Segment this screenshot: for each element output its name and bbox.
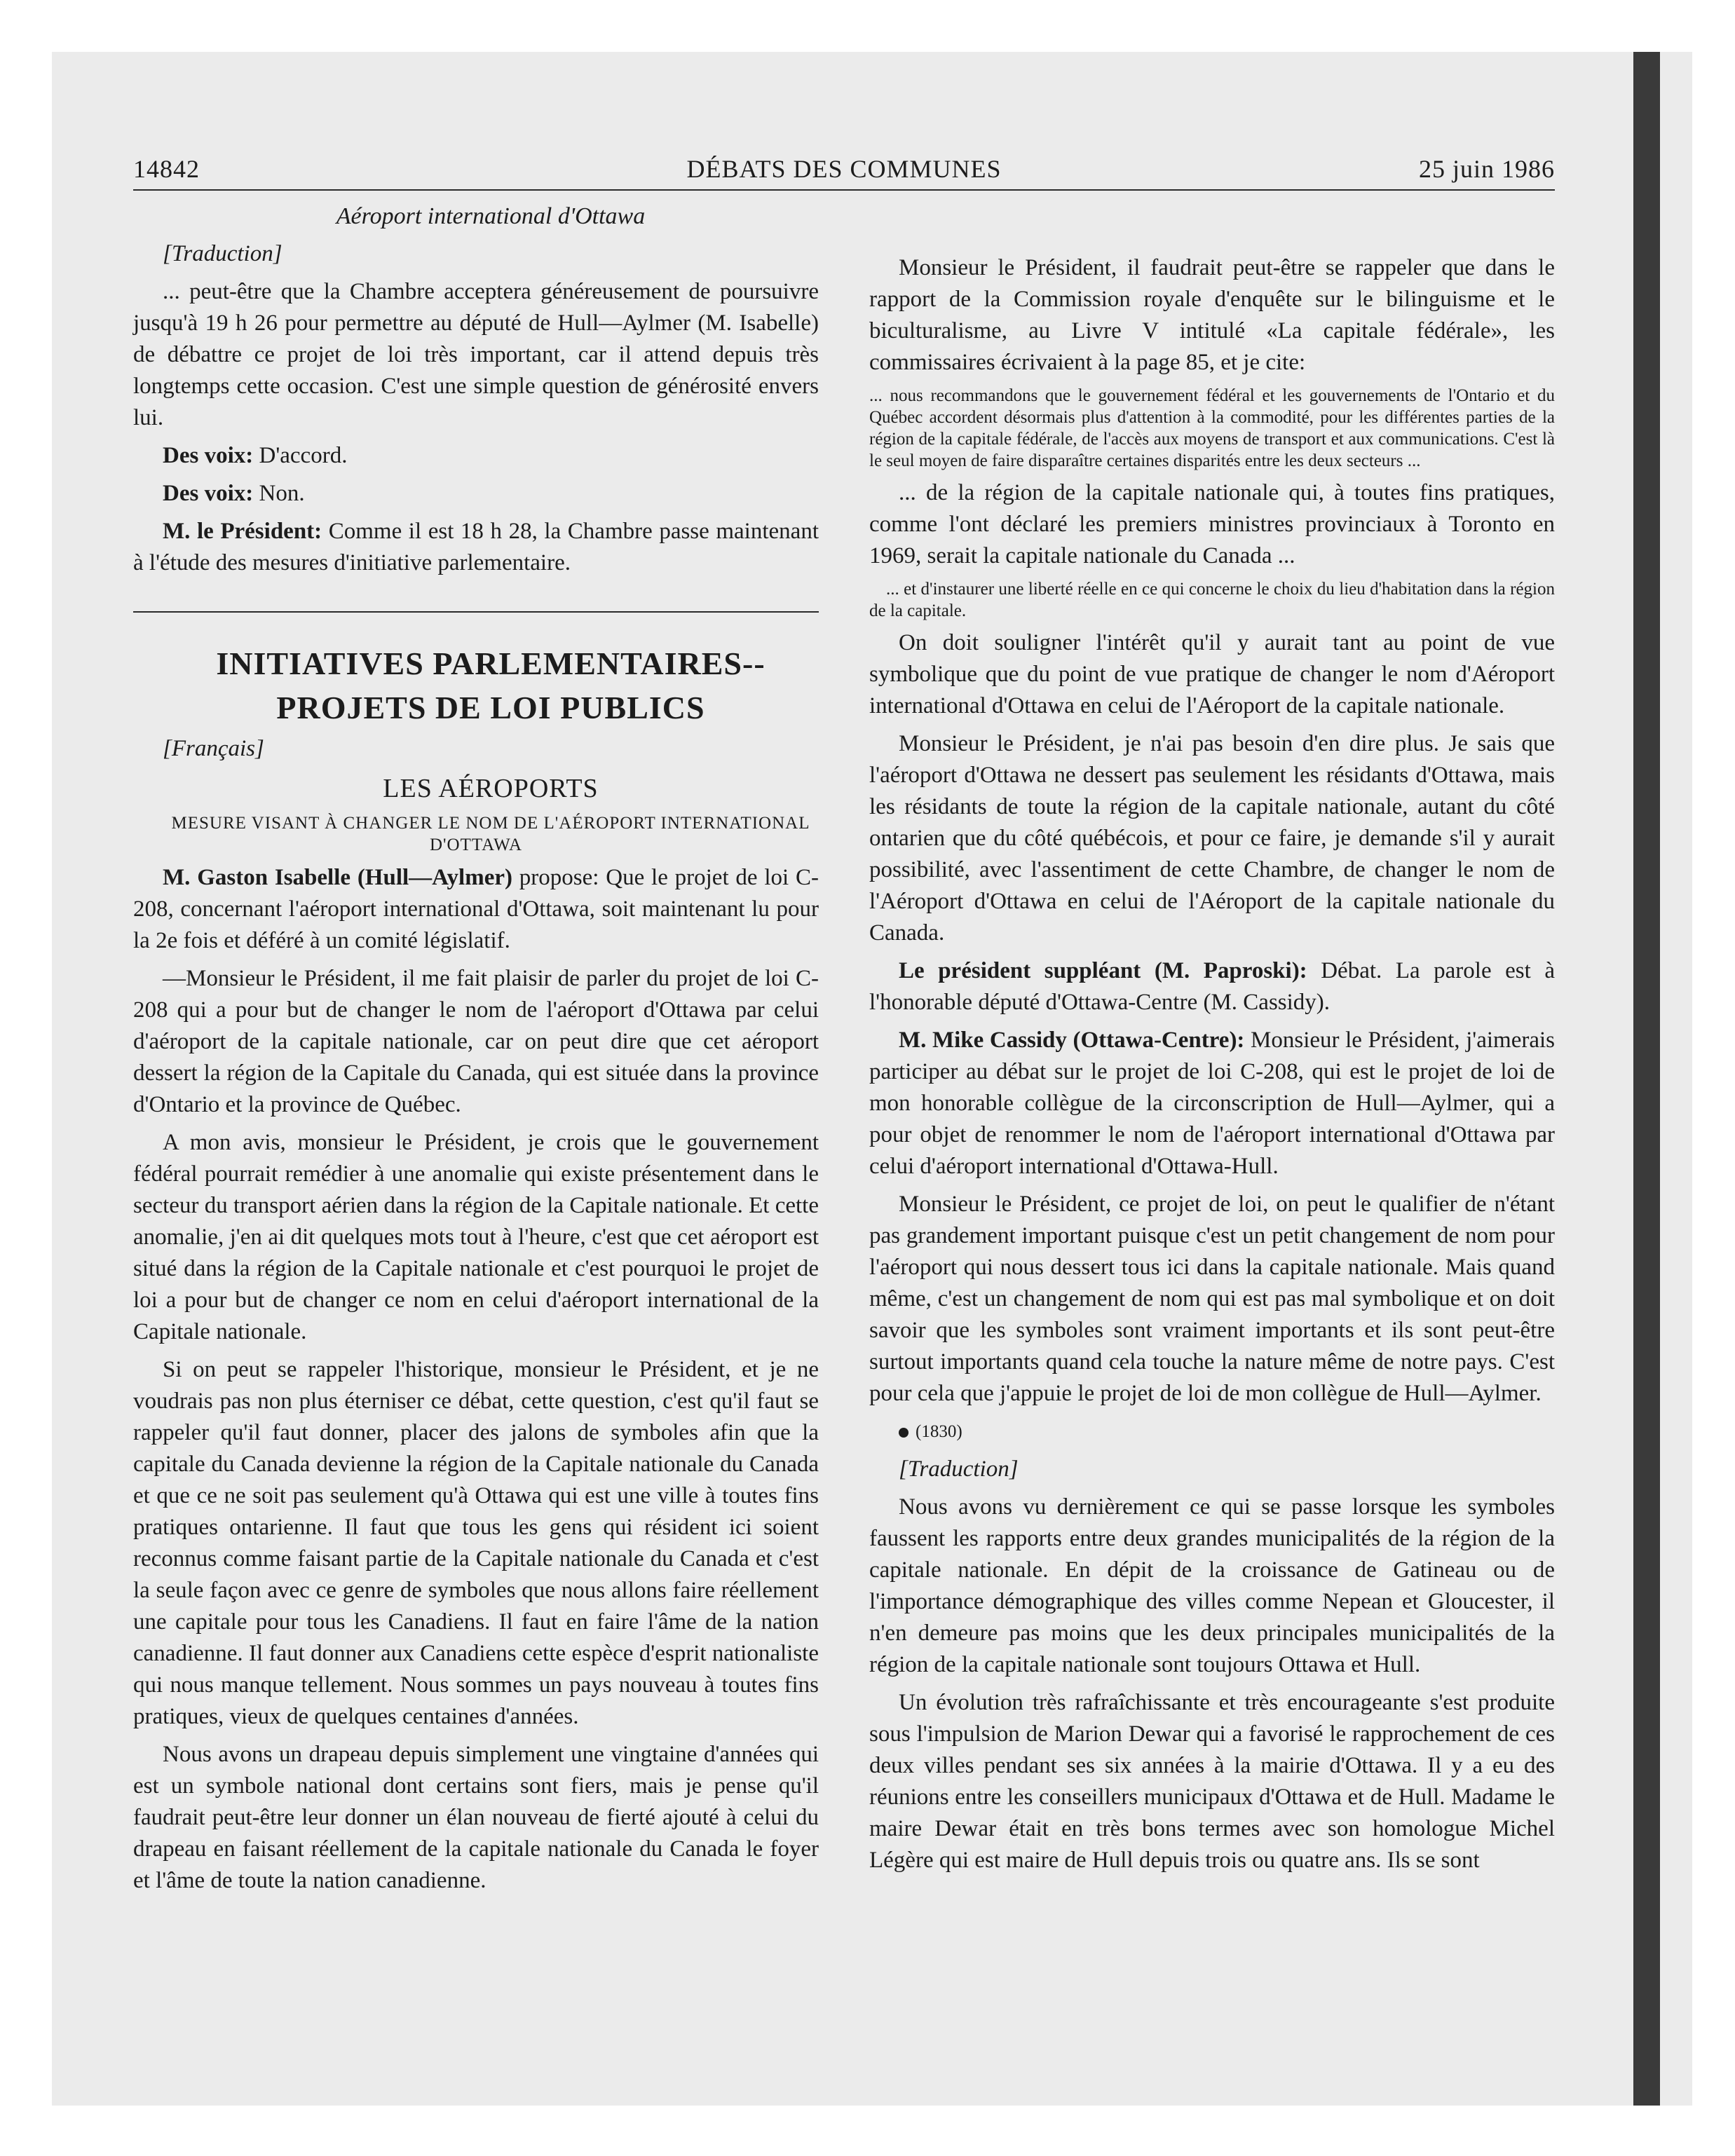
paragraph: A mon avis, monsieur le Président, je crois que le gouvernement fédéral pourrait remédier à une anomalie qui existe présentement dans le secteur du transport aérien dans la région de la Capitale nationale. Et cette anomalie, j'en ai dit quelques mots tout à l'heure, c'est que cet aéroport est situé dans la région de la Capitale nationale et c'est pourquoi le projet de loi a pour but de changer ce nom en celui d'aéroport international de la Capitale nationale.	[133, 1130, 819, 1344]
speech-text: Non.	[253, 481, 305, 506]
speech-text: Comme il est 18 h 28, la Chambre passe maintenant à l'étude des mesures d'initiative parlementaire.	[133, 519, 819, 575]
right-column	[869, 252, 1555, 1883]
timestamp-text: (1830)	[916, 1422, 962, 1441]
language-tag: [Traduction]	[899, 1456, 1019, 1482]
bullet-icon	[899, 1428, 909, 1438]
paragraph: On doit souligner l'intérêt qu'il y aurait tant au point de vue symbolique que du point de vue pratique de changer le nom d'Aéroport international d'Ottawa en celui de l'Aéroport de la capitale nationale.	[869, 630, 1555, 718]
section-heading: Aéroport international d'Ottawa	[336, 203, 646, 229]
speaker-name: M. Mike Cassidy (Ottawa-Centre):	[899, 1028, 1245, 1053]
intervention	[133, 862, 819, 957]
hansard-page	[133, 154, 1555, 1991]
block-quote: ... et d'instaurer une liberté réelle en ce qui concerne le choix du lieu d'habitation dans la région de la capitale.	[869, 580, 1555, 620]
speech-text: Débat. La parole est à l'honorable député d'Ottawa-Centre (M. Cassidy).	[869, 958, 1556, 1015]
block-quote: ... nous recommandons que le gouvernement fédéral et les gouvernements de l'Ontario et du Québec accordent désormais plus d'attention à la commodité, pour les différentes parties de la région de la capitale fédérale, de l'accès aux moyens de transport et aux communications. C'est là le seul moyen de faire disparaître certaines disparités entre les deux secteurs ...	[869, 386, 1555, 470]
paragraph: ... peut-être que la Chambre acceptera généreusement de poursuivre jusqu'à 19 h 26 pour permettre au député de Hull—Aylmer (M. Isabelle) de débattre ce projet de loi très important, car il attend depuis très longtemps cette occasion. C'est une simple question de générosité envers lui.	[133, 279, 819, 430]
speech-text: Monsieur le Président, j'aimerais participer au débat sur le projet de loi C-208, qui est le projet de loi de mon honorable collègue de la circonscription de Hull—Aylmer, qui a pour objet de renommer le nom de l'aéroport international d'Ottawa par celui d'aéroport international d'Ottawa-Hull.	[869, 1028, 1555, 1179]
running-header	[133, 154, 1555, 188]
paragraph: —Monsieur le Président, il me fait plaisir de parler du projet de loi C-208 qui a pour but de changer le nom de l'aéroport d'Ottawa par celui d'aéroport de la capitale nationale, car on peut dire que cet aéroport dessert la région de la Capitale du Canada, qui est située dans la province d'Ontario et la province de Québec.	[133, 966, 819, 1117]
page-number: 14842	[133, 155, 200, 183]
speech-text: propose: Que le projet de loi C-208, concernant l'aéroport international d'Ottawa, soit maintenant lu pour la 2e fois et déféré à un comité législatif.	[133, 865, 819, 953]
paragraph: Nous avons un drapeau depuis simplement une vingtaine d'années qui est un symbole national dont certains sont fiers, mais je pense qu'il faudrait peut-être leur donner un élan nouveau de fierté ajouté à celui du drapeau en faisant réellement de la capitale nationale du Canada le foyer et l'âme de toute la nation canadienne.	[133, 1742, 819, 1893]
subject-heading: LES AÉROPORTS	[383, 774, 599, 803]
paragraph: Monsieur le Président, il faudrait peut-être se rappeler que dans le rapport de la Commission royale d'enquête sur le bilinguisme et le biculturalisme, au Livre V intitulé «La capitale fédérale», les commissaires écrivaient à la page 85, et je cite:	[869, 255, 1555, 375]
scan-edge-shadow	[1633, 52, 1660, 2106]
speaker-name: Des voix:	[163, 481, 254, 506]
paragraph: Si on peut se rappeler l'historique, monsieur le Président, et je ne voudrais pas non plus éterniser ce débat, cette question, c'est qu'il faut se rappeler qu'il faut donner, placer des jalons de symboles afin que la capitale du Canada devienne la région de la Capitale nationale du Canada et que ce ne soit pas seulement qu'à Ottawa qui est une ville à toutes fins pratiques ontarienne. Il faut que tous les gens qui résident ici soient reconnus comme faisant partie de la Capitale nationale du Canada et c'est la seule façon avec ce genre de symboles que nous allons faire réellement une capitale pour tous les Canadiens. Il faut en faire l'âme de la nation canadienne. Il faut donner aux Canadiens cette espèce d'esprit nationaliste qui nous manque tellement. Nous sommes un pays nouveau à toutes fins pratiques, vieux de quelques centaines d'années.	[133, 1357, 819, 1729]
timestamp	[869, 1416, 1555, 1447]
intervention	[133, 478, 819, 510]
intervention	[869, 955, 1555, 1018]
language-tag: [Français]	[163, 736, 264, 761]
speaker-name: M. le Président:	[163, 519, 322, 544]
paragraph: Monsieur le Président, je n'ai pas besoin d'en dire plus. Je sais que l'aéroport d'Ottawa ne dessert pas seulement les résidants d'Ottawa, mais les résidants de toute la région de la capitale nationale, autant du côté ontarien que du côté québécois, et pour ce faire, je demande s'il y aurait possibilité, avec l'assentiment de cette Chambre, de changer le nom de l'Aéroport d'Ottawa en celui de l'Aéroport de la capitale nationale du Canada.	[869, 731, 1555, 946]
publication-date: 25 juin 1986	[1418, 155, 1555, 183]
intervention	[869, 1025, 1555, 1182]
left-column	[133, 200, 819, 1903]
language-tag: [Traduction]	[163, 241, 283, 266]
intervention	[133, 440, 819, 472]
intervention	[133, 516, 819, 579]
paragraph: ... de la région de la capitale nationale qui, à toutes fins pratiques, comme l'ont déclaré les premiers ministres provinciaux à Toronto en 1969, serait la capitale nationale du Canada ...	[869, 480, 1555, 568]
speaker-name: Des voix:	[163, 443, 254, 468]
speech-text: D'accord.	[253, 443, 348, 468]
speaker-name: Le président suppléant (M. Paproski):	[899, 958, 1307, 983]
speaker-name: M. Gaston Isabelle (Hull—Aylmer)	[163, 865, 512, 890]
subject-subheading: MESURE VISANT À CHANGER LE NOM DE L'AÉROPORT INTERNATIONAL D'OTTAWA	[171, 814, 810, 854]
part-title: INITIATIVES PARLEMENTAIRES--	[216, 646, 766, 681]
part-title: PROJETS DE LOI PUBLICS	[276, 690, 705, 725]
header-rule	[133, 189, 1555, 191]
paragraph: Monsieur le Président, ce projet de loi, on peut le qualifier de n'étant pas grandement important puisque c'est un petit changement de nom pour l'aéroport qui nous dessert tous ici dans la capitale nationale. Mais quand même, c'est un changement de nom qui est pas mal symbolique et on doit savoir que les symboles sont vraiment importants et ils sont peut-être surtout importants quand cela touche la nature même de notre pays. C'est pour cela que j'appuie le projet de loi de mon collègue de Hull—Aylmer.	[869, 1192, 1555, 1406]
paragraph: Nous avons vu dernièrement ce qui se passe lorsque les symboles faussent les rapports entre deux grandes municipalités de la région de la capitale nationale. En dépit de la croissance de Gatineau ou de l'importance démographique des villes comme Nepean et Gloucester, il n'en demeure pas moins que les deux principales municipalités de la région de la capitale nationale sont toujours Ottawa et Hull.	[869, 1494, 1555, 1677]
publication-title: DÉBATS DES COMMUNES	[686, 155, 1002, 183]
section-divider	[133, 611, 819, 613]
paragraph: Un évolution très rafraîchissante et très encourageante s'est produite sous l'impulsion de Marion Dewar qui a favorisé le rapprochement de ces deux villes pendant ses six années à la mairie d'Ottawa. Il y a eu des réunions entre les conseillers municipaux d'Ottawa et de Hull. Madame le maire Dewar était en très bons termes avec son homologue Michel Légère qui est maire de Hull depuis trois ou quatre ans. Ils se sont	[869, 1690, 1555, 1873]
